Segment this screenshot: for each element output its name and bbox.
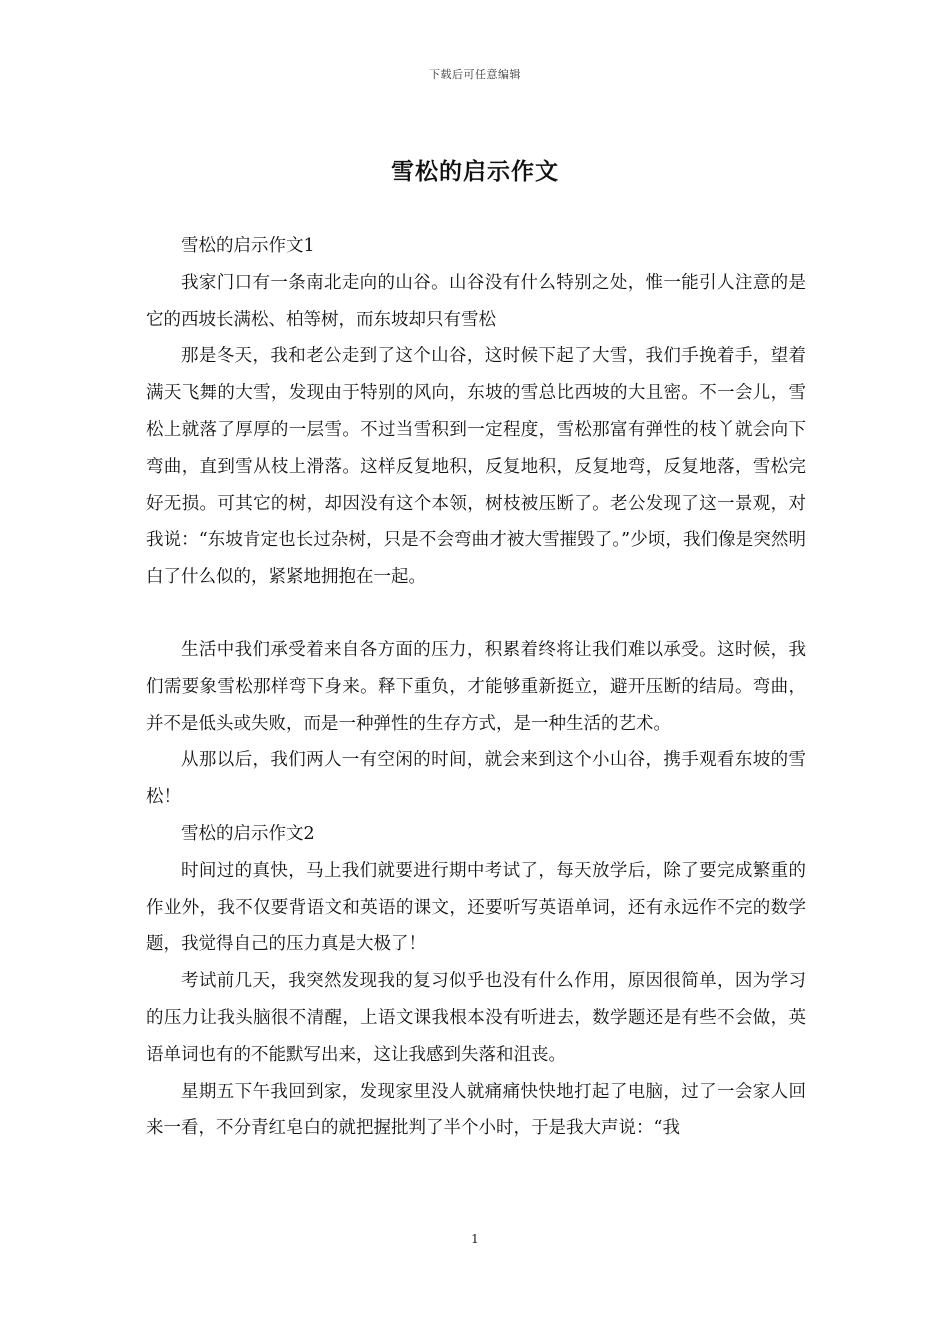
paragraph: 时间过的真快，马上我们就要进行期中考试了，每天放学后，除了要完成繁重的作业外，我不仅要背语文和英语的课文，还要听写英语单词，还有永远作不完的数学题，我觉得自己的压力真是大极了！: [146, 860, 806, 955]
header-note: 下载后可任意编辑: [429, 68, 521, 81]
paragraph: 生活中我们承受着来自各方面的压力，积累着终将让我们难以承受。这时候，我们需要象雪松那样弯下身来。释下重负，才能够重新挺立，避开压断的结局。弯曲，并不是低头或失败，而是一种弹性的生存方式，是一种生活的艺术。: [146, 639, 806, 734]
paragraph: 星期五下午我回到家，发现家里没人就痛痛快快地打起了电脑，过了一会家人回来一看，不分青红皂白的就把握批判了半个小时，于是我大声说：“我: [146, 1081, 806, 1139]
paragraph: 考试前几天，我突然发现我的复习似乎也没有什么作用，原因很简单，因为学习的压力让我头脑很不清醒，上语文课我根本没有听进去，数学题还是有些不会做，英语单词也有的不能默写出来，这让我感到失落和沮丧。: [146, 971, 806, 1065]
paragraph: 我家门口有一条南北走向的山谷。山谷没有什么特别之处，惟一能引人注意的是它的西坡长满松、柏等树，而东坡却只有雪松: [146, 272, 806, 330]
section-heading: 雪松的启示作文1: [181, 236, 315, 256]
section-heading: 雪松的启示作文2: [181, 823, 315, 844]
document-title: 雪松的启示作文: [391, 158, 559, 185]
page-number: 1: [471, 1232, 479, 1246]
paragraph: 那是冬天，我和老公走到了这个山谷，这时候下起了大雪，我们手挽着手，望着满天飞舞的大雪，发现由于特别的风向，东坡的雪总比西坡的大且密。不一会儿，雪松上就落了厚厚的一层雪。不过当雪积到一定程度，雪松那富有弹性的枝丫就会向下弯曲，直到雪从枝上滑落。这样反复地积，反复地积，反复地弯，反复地落，雪松完好无损。可其它的树，却因没有这个本领，树枝被压断了。老公发现了这一景观，对我说：“东坡肯定也长过杂树，只是不会弯曲才被大雪摧毁了。”少顷，我们像是突然明白了什么似的，紧紧地拥抱在一起。: [146, 346, 806, 588]
paragraph: 从那以后，我们两人一有空闲的时间，就会来到这个小山谷，携手观看东坡的雪松！: [146, 750, 806, 808]
document-body: [146, 228, 806, 1147]
